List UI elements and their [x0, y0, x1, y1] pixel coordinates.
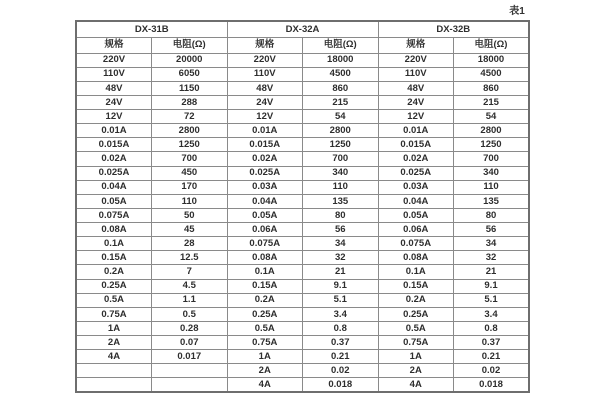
resistance-cell: 20000 [152, 53, 228, 67]
spec-cell: 0.08A [76, 223, 152, 237]
spec-cell: 0.015A [76, 138, 152, 152]
spec-cell: 0.05A [76, 194, 152, 208]
resistance-cell: 1250 [454, 138, 530, 152]
table-row [76, 237, 529, 251]
resistance-cell: 0.018 [454, 378, 530, 392]
resistance-cell: 0.37 [454, 336, 530, 350]
resistance-cell: 450 [152, 166, 228, 180]
table-header [76, 21, 529, 53]
resistance-cell: 0.21 [454, 350, 530, 364]
col-header-resistance: 电阻(Ω) [152, 37, 228, 53]
spec-cell: 0.03A [378, 180, 454, 194]
section-title-dx-32b: DX-32B [378, 21, 529, 37]
spec-cell: 0.25A [378, 307, 454, 321]
col-header-spec: 规格 [76, 37, 152, 53]
spec-cell: 0.04A [76, 180, 152, 194]
resistance-cell: 1.1 [152, 293, 228, 307]
resistance-cell: 2800 [303, 124, 379, 138]
table-row [76, 138, 529, 152]
resistance-cell: 18000 [454, 53, 530, 67]
spec-cell: 2A [227, 364, 303, 378]
spec-cell: 0.15A [76, 251, 152, 265]
spec-cell: 0.075A [227, 237, 303, 251]
table-row [76, 265, 529, 279]
resistance-cell: 50 [152, 208, 228, 222]
spec-cell: 0.025A [378, 166, 454, 180]
spec-cell: 0.15A [378, 279, 454, 293]
spec-cell: 0.75A [76, 307, 152, 321]
spec-cell: 0.015A [378, 138, 454, 152]
resistance-cell: 0.018 [303, 378, 379, 392]
resistance-cell: 1250 [152, 138, 228, 152]
resistance-cell: 18000 [303, 53, 379, 67]
resistance-cell: 700 [152, 152, 228, 166]
spec-cell: 110V [76, 67, 152, 81]
resistance-cell: 7 [152, 265, 228, 279]
spec-cell: 4A [76, 350, 152, 364]
resistance-cell: 28 [152, 237, 228, 251]
spec-cell: 24V [378, 95, 454, 109]
resistance-cell: 9.1 [303, 279, 379, 293]
resistance-cell: 34 [454, 237, 530, 251]
spec-cell: 12V [76, 110, 152, 124]
table-number-label: 表1 [509, 6, 525, 17]
section-title-dx-32a: DX-32A [227, 21, 378, 37]
resistance-cell [152, 378, 228, 392]
table-row [76, 152, 529, 166]
resistance-cell: 110 [152, 194, 228, 208]
spec-cell: 0.05A [227, 208, 303, 222]
resistance-cell: 288 [152, 95, 228, 109]
resistance-cell: 2800 [454, 124, 530, 138]
spec-cell: 110V [378, 67, 454, 81]
resistance-cell: 80 [303, 208, 379, 222]
resistance-cell: 0.07 [152, 336, 228, 350]
resistance-cell: 34 [303, 237, 379, 251]
table-row [76, 279, 529, 293]
resistance-cell: 45 [152, 223, 228, 237]
resistance-cell: 54 [303, 110, 379, 124]
spec-cell: 0.1A [76, 237, 152, 251]
spec-cell: 12V [227, 110, 303, 124]
table-row [76, 180, 529, 194]
col-header-spec: 规格 [378, 37, 454, 53]
spec-cell: 0.04A [378, 194, 454, 208]
spec-cell: 0.5A [76, 293, 152, 307]
spec-cell: 0.025A [76, 166, 152, 180]
resistance-cell: 0.28 [152, 321, 228, 335]
resistance-cell: 170 [152, 180, 228, 194]
resistance-cell: 6050 [152, 67, 228, 81]
spec-cell: 1A [378, 350, 454, 364]
resistance-cell: 1250 [303, 138, 379, 152]
resistance-cell: 110 [454, 180, 530, 194]
resistance-cell: 0.8 [454, 321, 530, 335]
table-row [76, 110, 529, 124]
resistance-cell: 110 [303, 180, 379, 194]
spec-cell: 0.02A [227, 152, 303, 166]
resistance-cell: 2800 [152, 124, 228, 138]
spec-cell: 110V [227, 67, 303, 81]
resistance-cell [152, 364, 228, 378]
spec-cell: 4A [378, 378, 454, 392]
resistance-cell: 5.1 [303, 293, 379, 307]
col-header-spec: 规格 [227, 37, 303, 53]
table-row [76, 208, 529, 222]
spec-cell: 0.075A [76, 208, 152, 222]
table-row [76, 251, 529, 265]
resistance-spec-table [75, 20, 530, 393]
table-row [76, 194, 529, 208]
spec-cell: 0.75A [227, 336, 303, 350]
resistance-cell: 215 [303, 95, 379, 109]
resistance-cell: 5.1 [454, 293, 530, 307]
spec-cell: 0.01A [378, 124, 454, 138]
resistance-cell: 56 [303, 223, 379, 237]
resistance-cell: 9.1 [454, 279, 530, 293]
spec-cell: 0.25A [76, 279, 152, 293]
spec-cell [76, 378, 152, 392]
resistance-cell: 0.017 [152, 350, 228, 364]
resistance-cell: 860 [303, 81, 379, 95]
table-row [76, 307, 529, 321]
spec-cell: 0.2A [76, 265, 152, 279]
spec-cell: 0.075A [378, 237, 454, 251]
spec-cell: 0.04A [227, 194, 303, 208]
spec-cell: 0.25A [227, 307, 303, 321]
table-row [76, 364, 529, 378]
spec-cell: 0.015A [227, 138, 303, 152]
resistance-cell: 1150 [152, 81, 228, 95]
column-header-row [76, 37, 529, 53]
spec-cell: 220V [76, 53, 152, 67]
spec-cell: 12V [378, 110, 454, 124]
resistance-cell: 12.5 [152, 251, 228, 265]
table-row [76, 95, 529, 109]
spec-cell: 0.5A [378, 321, 454, 335]
resistance-cell: 54 [454, 110, 530, 124]
resistance-cell: 700 [303, 152, 379, 166]
resistance-cell: 340 [454, 166, 530, 180]
table-row [76, 223, 529, 237]
spec-cell: 0.02A [76, 152, 152, 166]
table-row [76, 53, 529, 67]
resistance-cell: 3.4 [303, 307, 379, 321]
col-header-resistance: 电阻(Ω) [454, 37, 530, 53]
resistance-cell: 72 [152, 110, 228, 124]
resistance-cell: 0.02 [454, 364, 530, 378]
resistance-cell: 0.8 [303, 321, 379, 335]
resistance-cell: 4.5 [152, 279, 228, 293]
spec-cell: 0.06A [227, 223, 303, 237]
table-row [76, 321, 529, 335]
spec-cell: 24V [227, 95, 303, 109]
resistance-cell: 32 [303, 251, 379, 265]
table-row [76, 378, 529, 392]
spec-cell: 48V [378, 81, 454, 95]
resistance-cell: 700 [454, 152, 530, 166]
spec-cell: 0.01A [227, 124, 303, 138]
resistance-cell: 0.02 [303, 364, 379, 378]
spec-cell: 2A [76, 336, 152, 350]
resistance-cell: 0.21 [303, 350, 379, 364]
resistance-cell: 4500 [303, 67, 379, 81]
section-title-dx-31b: DX-31B [76, 21, 227, 37]
resistance-cell: 32 [454, 251, 530, 265]
spec-cell: 2A [378, 364, 454, 378]
spec-cell: 0.5A [227, 321, 303, 335]
spec-cell: 0.1A [227, 265, 303, 279]
resistance-cell: 56 [454, 223, 530, 237]
resistance-cell: 860 [454, 81, 530, 95]
spec-cell: 0.03A [227, 180, 303, 194]
resistance-cell: 21 [303, 265, 379, 279]
spec-cell: 0.1A [378, 265, 454, 279]
spec-cell: 0.15A [227, 279, 303, 293]
resistance-cell: 3.4 [454, 307, 530, 321]
spec-cell: 0.2A [227, 293, 303, 307]
table-body [76, 53, 529, 392]
spec-cell: 1A [227, 350, 303, 364]
spec-cell: 1A [76, 321, 152, 335]
table-row [76, 293, 529, 307]
table-row [76, 124, 529, 138]
spec-cell: 220V [227, 53, 303, 67]
spec-cell: 0.08A [378, 251, 454, 265]
spec-cell: 220V [378, 53, 454, 67]
resistance-cell: 21 [454, 265, 530, 279]
spec-cell: 0.2A [378, 293, 454, 307]
spec-cell: 0.01A [76, 124, 152, 138]
resistance-cell: 135 [303, 194, 379, 208]
resistance-cell: 215 [454, 95, 530, 109]
resistance-cell: 4500 [454, 67, 530, 81]
spec-cell: 48V [227, 81, 303, 95]
spec-cell [76, 364, 152, 378]
table-row [76, 166, 529, 180]
spec-cell: 0.05A [378, 208, 454, 222]
resistance-cell: 80 [454, 208, 530, 222]
spec-cell: 24V [76, 95, 152, 109]
spec-cell: 48V [76, 81, 152, 95]
spec-cell: 4A [227, 378, 303, 392]
table-row [76, 67, 529, 81]
resistance-cell: 135 [454, 194, 530, 208]
spec-cell: 0.75A [378, 336, 454, 350]
spec-cell: 0.02A [378, 152, 454, 166]
section-title-row [76, 21, 529, 37]
table-row [76, 350, 529, 364]
resistance-cell: 0.5 [152, 307, 228, 321]
table-row [76, 81, 529, 95]
col-header-resistance: 电阻(Ω) [303, 37, 379, 53]
spec-cell: 0.06A [378, 223, 454, 237]
table-row [76, 336, 529, 350]
spec-cell: 0.025A [227, 166, 303, 180]
spec-cell: 0.08A [227, 251, 303, 265]
resistance-cell: 340 [303, 166, 379, 180]
resistance-cell: 0.37 [303, 336, 379, 350]
